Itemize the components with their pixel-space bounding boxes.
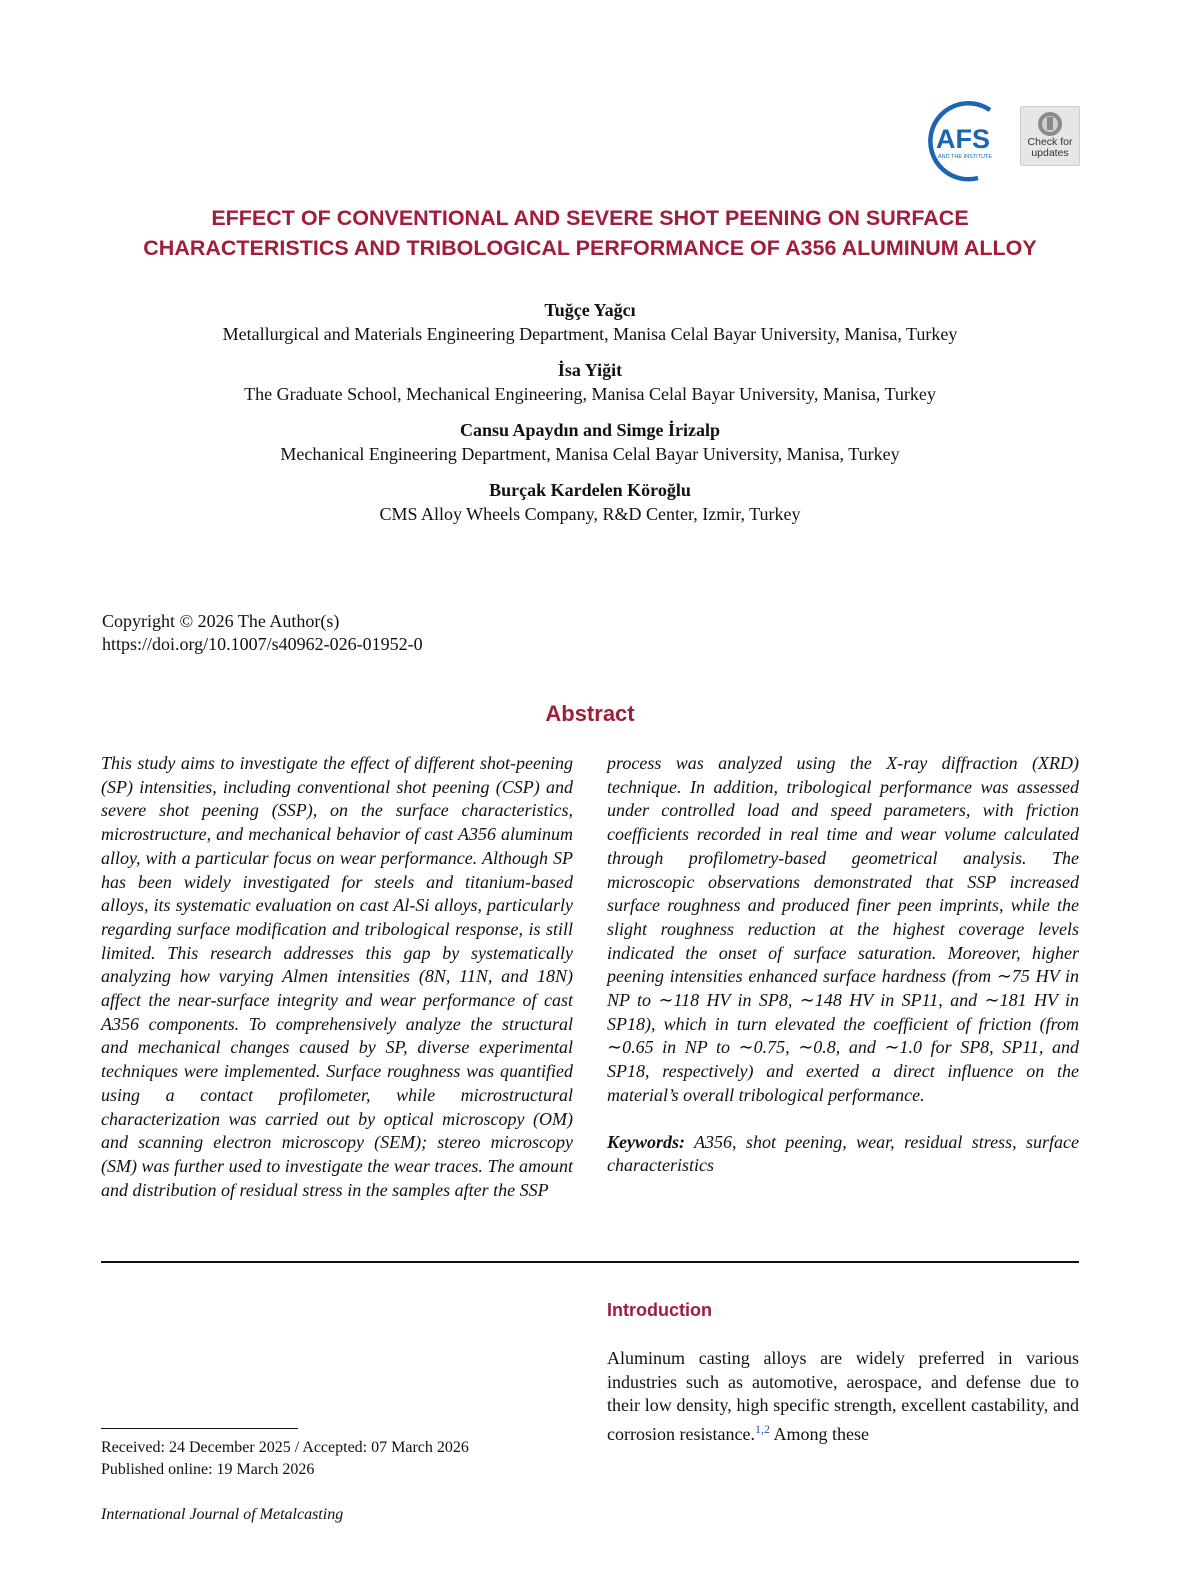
author-list: [90, 298, 1090, 538]
author-name: İsa Yiğit: [557, 360, 623, 380]
journal-name: International Journal of Metalcasting: [101, 1506, 344, 1523]
publication-dates: [101, 1437, 469, 1481]
footnote-divider: [101, 1428, 298, 1429]
afs-logo-subtext: AND THE INSTITUTE: [938, 154, 992, 160]
copyright-block: [102, 610, 423, 656]
author-name: Cansu Apaydın and Simge İrizalp: [459, 420, 721, 440]
reference-link[interactable]: 1,2: [754, 1422, 770, 1437]
author-name: Burçak Kardelen Köroğlu: [489, 480, 691, 500]
author-block: [90, 478, 1090, 526]
author-affiliation: CMS Alloy Wheels Company, R&D Center, Izmir, Turkey: [379, 504, 801, 524]
author-block: [90, 418, 1090, 466]
abstract-left-column: This study aims to investigate the effect of different shot-peening (SP) intensities, including conventional shot peening (CSP) and severe shot peening (SSP), on the surface characteristics, microstructure, and mechanical behavior of cast A356 aluminum alloy, with a particular focus on wear performance. Although SP has been widely investigated for steels and titanium-based alloys, its systematic evaluation on cast Al-Si alloys, particularly regarding surface modification and tribological response, is still limited. This research addresses this gap by systematically analyzing how varying Almen intensities (8N, 11N, and 18N) affect the near-surface integrity and wear performance of cast A356 components. To comprehensively analyze the structural and mechanical changes caused by SP, diverse experimental techniques were implemented. Surface roughness was quantified using a contact profilometer, while microstructural characterization was carried out by optical microscopy (OM) and scanning electron microscopy (SEM); stereo microscopy (SM) was further used to investigate the wear traces. The amount and distribution of residual stress in the samples after the SSP: [101, 753, 573, 1200]
paper-title: [90, 203, 1090, 263]
author-block: [90, 298, 1090, 346]
author-name: Tuğçe Yağcı: [544, 300, 636, 320]
introduction-text: Aluminum casting alloys are widely preferred in various industries such as automotive, aerospace, and defense due to their low density, high specific strength, excellent castability, and corrosion resistance.: [607, 1348, 1079, 1445]
doi-link[interactable]: https://doi.org/10.1007/s40962-026-01952-0: [102, 634, 423, 654]
logo-area: [920, 96, 1085, 186]
afs-logo-text: AFS: [936, 124, 990, 154]
introduction-paragraph: [607, 1347, 1079, 1447]
section-divider: [101, 1261, 1079, 1263]
check-for-updates-label: Check for updates: [1027, 136, 1073, 159]
author-affiliation: Mechanical Engineering Department, Manisa Celal Bayar University, Manisa, Turkey: [280, 444, 900, 464]
keywords-label: Keywords:: [607, 1131, 685, 1152]
published-online: Published online: 19 March 2026: [101, 1461, 315, 1478]
abstract-right-text: process was analyzed using the X-ray diffraction (XRD) technique. In addition, tribological performance was assessed under controlled load and speed parameters, with friction coefficients recorded in real time and wear volume calculated through profilometry-based geometrical analysis. The microscopic observations demonstrated that SSP increased surface roughness and produced finer peen imprints, while the slight roughness reduction at the highest coverage levels indicated the onset of surface saturation. Moreover, higher peening intensities enhanced surface hardness (from ∼75 HV in NP to ∼118 HV in SP8, ∼148 HV in SP11, and ∼181 HV in SP18), which in turn elevated the coefficient of friction (from ∼0.65 in NP to ∼0.75, ∼0.8, and ∼1.0 for SP8, SP11, and SP18, respectively) and exerted a direct influence on the material’s overall tribological performance.: [607, 753, 1079, 1105]
received-accepted: Received: 24 December 2025 / Accepted: 07 March 2026: [101, 1439, 469, 1456]
bookmark-icon: [1037, 111, 1063, 137]
afs-logo: [920, 96, 1012, 184]
abstract-right-column: [607, 752, 1079, 1178]
author-block: [90, 358, 1090, 406]
keywords-list: A356, shot peening, wear, residual stress, surface characteristics: [607, 1131, 1079, 1176]
introduction-heading: Introduction: [607, 1300, 712, 1320]
author-affiliation: Metallurgical and Materials Engineering Department, Manisa Celal Bayar University, Manisa, Turkey: [222, 324, 958, 344]
title-line-1: EFFECT OF CONVENTIONAL AND SEVERE SHOT PEENING ON SURFACE: [211, 206, 969, 230]
author-affiliation: The Graduate School, Mechanical Engineering, Manisa Celal Bayar University, Manisa, Turkey: [244, 384, 936, 404]
check-for-updates-badge[interactable]: [1020, 106, 1080, 166]
abstract-heading: Abstract: [545, 701, 635, 726]
copyright-text: Copyright © 2026 The Author(s): [102, 611, 340, 631]
title-line-2: CHARACTERISTICS AND TRIBOLOGICAL PERFORMANCE OF A356 ALUMINUM ALLOY: [143, 236, 1037, 260]
keywords: [607, 1131, 1079, 1178]
introduction-tail: Among these: [769, 1424, 869, 1445]
